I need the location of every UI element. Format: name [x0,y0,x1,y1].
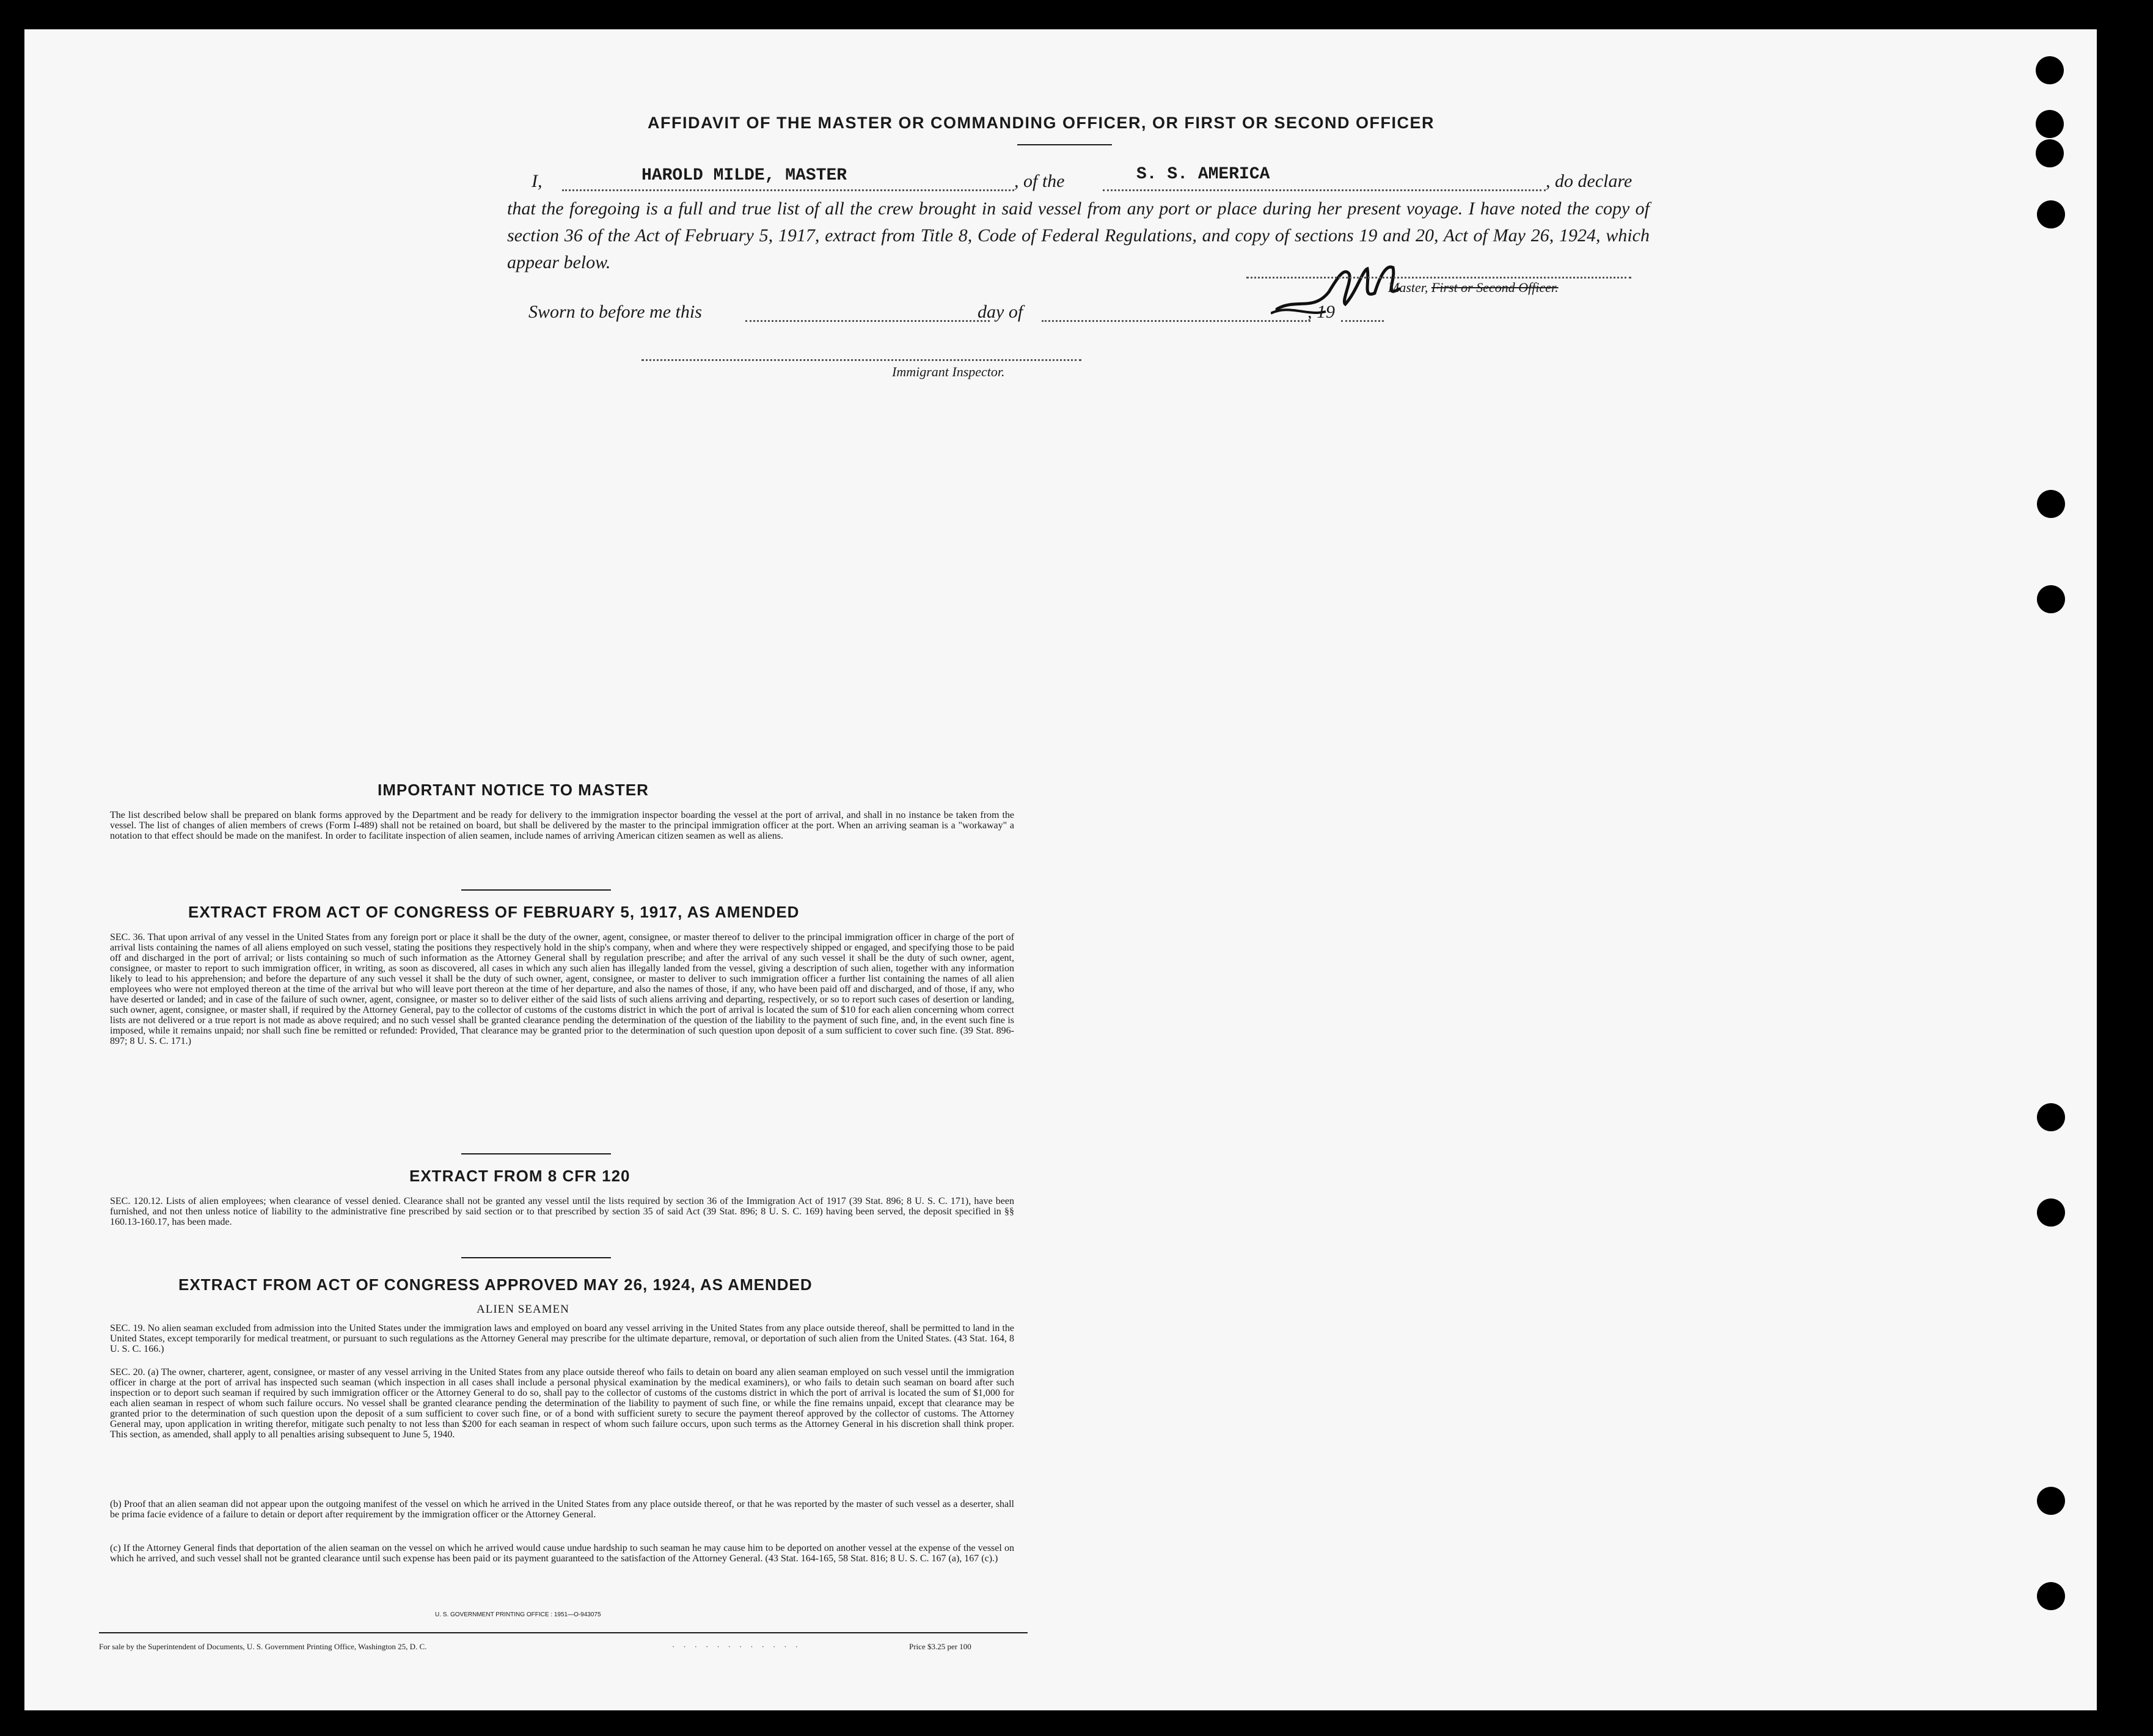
binder-hole [2037,200,2065,228]
declaration-text: that the foregoing is a full and true list of all the crew brought in said vessel from any port or place during her present voyage. I have noted the copy of section 36 of the Act of February 5, 1917, extract from Title 8, Code of Federal Regulations, and copy of sections 19 and 20, Act of May 26, 1924, which appear below. [507,199,1650,272]
declaration-do-declare: , do declare [1546,171,1632,191]
extract-1924-sec20a: SEC. 20. (a) The owner, charterer, agent, consignee, or master of any vessel arriving in the United States from any place outside thereof who fails to detain on board any alien seaman employed on such vessel until the immigration officer in charge at the port of arrival has inspected such seaman (which inspection in all cases shall include a personal physical examination by the medical examiners), or who fails to detain such seaman on board after such inspection or to deport such seaman if required by such immigration officer or the Attorney General to do so, shall pay to the collector of customs of the customs district in which the port of arrival is located the sum of $1,000 for each alien seaman in respect of whom such failure occurs. No vessel shall be granted clearance pending the determination of the liability to payment of such fine, or while the fine remains unpaid, except that clearance may be granted prior to the determination of such question upon the deposit of a sum sufficient to cover such fine, or of a bond with sufficient surety to secure the payment thereof approved by the collector of customs. The Attorney General may, upon application in writing therefor, mitigate such penalty to not less than $200 for each seaman in respect of whom such failure occurs, upon such terms as the Attorney General in his discretion shall think proper. This section, as amended, shall apply to all penalties arising subsequent to June 5, 1940. [110,1367,1014,1440]
signature-label-master: Master, [1388,280,1428,295]
extract-1924-sec20c: (c) If the Attorney General finds that deportation of the alien seaman on the vessel on which he arrived would cause undue hardship to such seaman he may cause him to be deported on another vessel at the expense of the vessel on which he arrived, and such vessel shall not be granted clearance until such expense has been paid or its payment guaranteed to the satisfaction of the Attorney General. (43 Stat. 164-165, 58 Stat. 816; 8 U. S. C. 167 (a), 167 (c).) [110,1543,1014,1564]
document-page [24,29,2097,1710]
binder-hole [2037,1198,2065,1227]
footer-rule [99,1632,1028,1633]
footer-leader: ············ [672,1642,806,1651]
inspector-label: Immigrant Inspector. [892,364,1005,379]
declaration-i: I, [532,171,543,191]
notice-text: The list described below shall be prepared on blank forms approved by the Department and be ready for delivery to the immigration inspector boarding the vessel at the port of arrival, and shall in no instance be taken from the vessel. The list of changes of alien members of crews (Form I-489) shall not be retained on board, but shall be delivered by the master to the principal immigration officer at the port. When an arriving seaman is a "workaway" a notation to that effect should be made on the manifest. In order to facilitate inspection of alien seamen, include names of arriving American citizen seamen as well as aliens. [110,810,1014,841]
sworn-year: , 19 [1307,302,1335,322]
sworn-day-field [745,320,990,322]
sworn-year-field [1341,320,1384,322]
binder-hole [2036,110,2064,138]
footer-sale: For sale by the Superintendent of Documents, U. S. Government Printing Office, Washington 25, D. C. [99,1642,427,1651]
extract-1917-text: SEC. 36. That upon arrival of any vessel in the United States from any foreign port or place it shall be the duty of the owner, agent, consignee, or master thereof to deliver to the principal immigration officer in charge of the port of arrival lists containing the names of all aliens employed on such vessel, stating the positions they respectively hold in the ship's company, when and where they were respectively shipped or engaged, and specifying those to be paid off and discharged in the port of arrival; or lists containing so much of such information as the Attorney General shall by regulation prescribe; and after the arrival of any such vessel it shall be the duty of such owner, agent, consignee, or master to report to such immigration officer, in writing, as soon as discovered, all cases in which any such alien has illegally landed from the vessel, giving a description of such alien, together with any information likely to lead to his apprehension; and before the departure of any such vessel it shall be the duty of such owner, agent, consignee, or master to deliver to such immigration officer a further list containing the names of all alien employees who were not employed thereon at the time of the arrival but who will leave port thereon at the time of her departure, and also the names of those, if any, who have been paid off and discharged, and of those, if any, who have deserted or landed; and in case of the failure of such owner, agent, consignee, or master so to deliver either of the said lists of such aliens arriving and departing, respectively, or so to report such cases of desertion or landing, such owner, agent, consignee, or master shall, if required by the Attorney General, pay to the collector of customs of the customs district in which the port of arrival is located the sum of $10 for each alien concerning whom correct lists are not delivered or a true report is not made as above required; and no such vessel shall be granted clearance pending the determination of the question of the liability to the payment of such fine, and, in the event such fine is imposed, while it remains unpaid; nor shall such fine be remitted or refunded: Provided, That clearance may be granted prior to the determination of such question upon deposit of a sum sufficient to cover such fine. (39 Stat. 896-897; 8 U. S. C. 171.) [110,932,1014,1046]
signature-label-struck: First or Second Officer. [1431,280,1559,295]
binder-hole [2037,585,2065,613]
binder-hole [2036,139,2064,167]
title-divider [1017,144,1112,145]
vessel-name-field [1103,189,1546,191]
master-name-value: HAROLD MILDE, MASTER [642,166,847,185]
notice-divider [461,889,611,891]
sworn-text: Sworn to before me this [528,302,702,322]
binder-hole [2037,1487,2065,1515]
extract-1917-divider [461,1153,611,1154]
binder-hole [2037,1103,2065,1131]
signature-label [1388,280,1559,296]
notice-heading: IMPORTANT NOTICE TO MASTER [378,781,649,799]
extract-1924-sec19: SEC. 19. No alien seaman excluded from admission into the United States under the immigration laws and employed on board any vessel arriving in the United States from any place outside thereof, shall be permitted to land in the United States, except temporarily for medical treatment, or pursuant to such regulations as the Attorney General may prescribe for the ultimate departure, removal, or deportation of such alien from the United States. (43 Stat. 164, 8 U. S. C. 166.) [110,1323,1014,1354]
extract-cfr-heading: EXTRACT FROM 8 CFR 120 [409,1167,631,1185]
declaration-of-the: , of the [1014,171,1065,191]
printer-imprint: U. S. GOVERNMENT PRINTING OFFICE : 1951—O-943075 [435,1611,601,1618]
master-name-field [562,189,1014,191]
inspector-line [642,359,1081,361]
extract-1924-heading: EXTRACT FROM ACT OF CONGRESS APPROVED MAY 26, 1924, AS AMENDED [178,1275,813,1294]
binder-hole [2037,1582,2065,1610]
sworn-month-field [1042,320,1310,322]
vessel-name-value: S. S. AMERICA [1136,165,1270,184]
extract-1917-heading: EXTRACT FROM ACT OF CONGRESS OF FEBRUARY 5, 1917, AS AMENDED [188,903,800,921]
signature-line [1246,277,1631,279]
sworn-day-of: day of [978,302,1023,322]
extract-cfr-text: SEC. 120.12. Lists of alien employees; when clearance of vessel denied. Clearance shall not be granted any vessel until the lists required by section 36 of the Immigration Act of 1917 (39 Stat. 896; 8 U. S. C. 171), have been furnished, and not then unless notice of liability to the administrative fine prescribed by said section or to that prescribed by section 35 of said Act (39 Stat. 896; 8 U. S. C. 169) having been served, the deposit specified in §§ 160.13-160.17, has been made. [110,1196,1014,1227]
extract-cfr-divider [461,1257,611,1258]
binder-hole [2037,490,2065,518]
alien-seamen-subheading: ALIEN SEAMEN [477,1303,569,1316]
extract-1924-sec20b: (b) Proof that an alien seaman did not appear upon the outgoing manifest of the vessel on which he arrived in the United States from any place outside thereof, or that he was reported by the master of such vessel as a deserter, shall be prima facie evidence of a failure to detain or deport after requirement by the immigration officer or the Attorney General. [110,1499,1014,1520]
affidavit-title: AFFIDAVIT OF THE MASTER OR COMMANDING OFFICER, OR FIRST OR SECOND OFFICER [648,114,1435,132]
binder-hole [2036,56,2064,84]
footer-price: Price $3.25 per 100 [909,1642,971,1651]
